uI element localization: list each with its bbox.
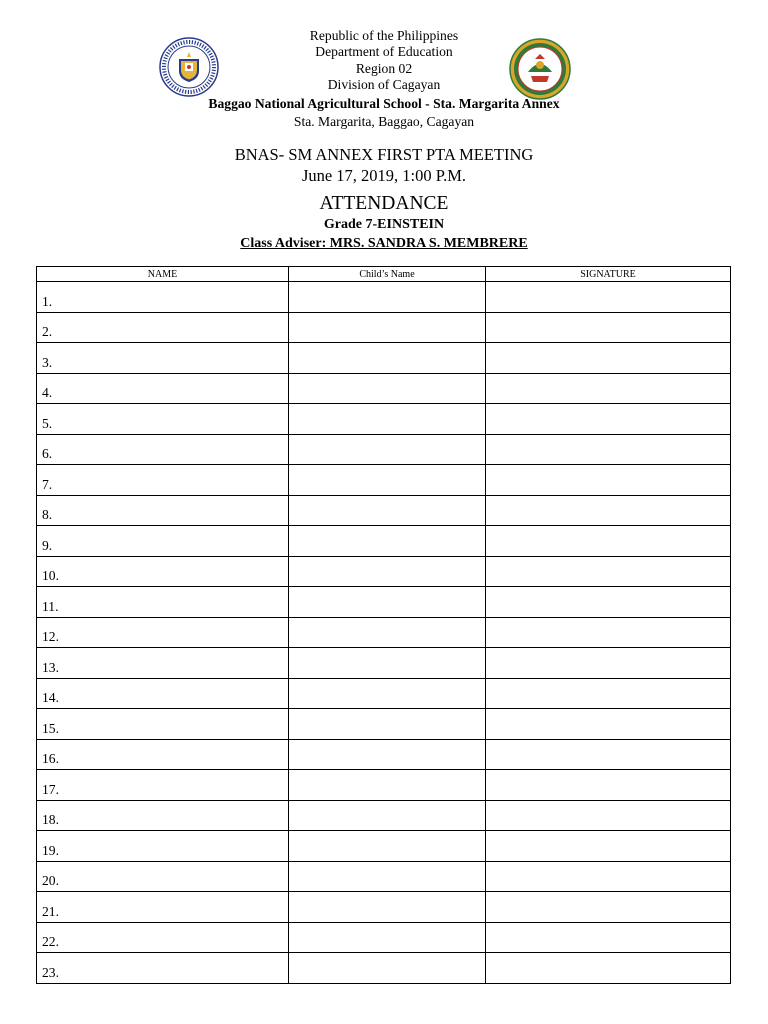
row-number: 15. (42, 720, 59, 736)
table-row (37, 892, 731, 923)
childs-name-cell[interactable] (289, 892, 486, 923)
childs-name-cell[interactable] (289, 526, 486, 557)
signature-cell[interactable] (486, 892, 731, 923)
signature-cell[interactable] (486, 648, 731, 679)
attendance-table (36, 266, 731, 984)
meeting-datetime: June 17, 2019, 1:00 P.M. (301, 166, 467, 185)
childs-name-cell[interactable] (289, 587, 486, 618)
name-cell[interactable] (37, 739, 289, 770)
childs-name-cell[interactable] (289, 922, 486, 953)
name-cell[interactable] (37, 434, 289, 465)
row-number: 4. (42, 385, 53, 400)
meeting-title: BNAS- SM ANNEX FIRST PTA MEETING (234, 145, 534, 164)
name-cell[interactable] (37, 861, 289, 892)
signature-cell[interactable] (486, 770, 731, 801)
childs-name-cell[interactable] (289, 648, 486, 679)
table-row (37, 434, 731, 465)
childs-name-cell[interactable] (289, 556, 486, 587)
name-cell[interactable] (37, 343, 289, 374)
signature-cell[interactable] (486, 312, 731, 343)
table-row (37, 922, 731, 953)
row-number: 17. (42, 781, 59, 797)
name-cell[interactable] (37, 465, 289, 496)
table-row (37, 831, 731, 862)
table-row (37, 709, 731, 740)
name-cell[interactable] (37, 373, 289, 404)
name-cell[interactable] (37, 770, 289, 801)
childs-name-cell[interactable] (289, 312, 486, 343)
table-row (37, 617, 731, 648)
name-cell[interactable] (37, 800, 289, 831)
childs-name-cell[interactable] (289, 800, 486, 831)
row-number: 14. (42, 690, 59, 705)
name-cell[interactable] (37, 282, 289, 313)
row-number: 23. (42, 964, 59, 980)
row-number: 1. (42, 293, 53, 309)
table-row (37, 495, 731, 526)
name-cell[interactable] (37, 587, 289, 618)
row-number: 22. (42, 934, 59, 949)
school-address: Sta. Margarita, Baggao, Cagayan (293, 114, 475, 129)
name-cell[interactable] (37, 709, 289, 740)
childs-name-cell[interactable] (289, 953, 486, 984)
table-row (37, 861, 731, 892)
name-cell[interactable] (37, 678, 289, 709)
row-number: 12. (42, 629, 59, 644)
signature-cell[interactable] (486, 526, 731, 557)
row-number: 10. (42, 568, 59, 583)
signature-cell[interactable] (486, 434, 731, 465)
row-number: 18. (42, 812, 59, 827)
signature-cell[interactable] (486, 587, 731, 618)
signature-cell[interactable] (486, 861, 731, 892)
signature-cell[interactable] (486, 678, 731, 709)
table-row (37, 373, 731, 404)
table-header-row (37, 267, 731, 282)
name-cell[interactable] (37, 526, 289, 557)
row-number: 21. (42, 903, 59, 919)
table-row (37, 648, 731, 679)
table-row (37, 465, 731, 496)
signature-cell[interactable] (486, 495, 731, 526)
signature-cell[interactable] (486, 922, 731, 953)
division-line: Division of Cagayan (327, 77, 441, 92)
childs-name-cell[interactable] (289, 434, 486, 465)
signature-cell[interactable] (486, 831, 731, 862)
signature-cell[interactable] (486, 465, 731, 496)
name-cell[interactable] (37, 831, 289, 862)
column-header-name: NAME (37, 267, 289, 282)
name-cell[interactable] (37, 953, 289, 984)
row-number: 11. (42, 598, 59, 614)
childs-name-cell[interactable] (289, 678, 486, 709)
grade-section: Grade 7-EINSTEIN (323, 217, 445, 232)
table-row (37, 343, 731, 374)
childs-name-cell[interactable] (289, 831, 486, 862)
table-row (37, 800, 731, 831)
column-header-signature: SIGNATURE (486, 267, 731, 282)
signature-cell[interactable] (486, 373, 731, 404)
childs-name-cell[interactable] (289, 495, 486, 526)
childs-name-cell[interactable] (289, 343, 486, 374)
name-cell[interactable] (37, 922, 289, 953)
table-row (37, 404, 731, 435)
row-number: 6. (42, 446, 53, 461)
row-number: 2. (42, 324, 53, 339)
column-header-childs-name: Child’s Name (289, 267, 486, 282)
signature-cell[interactable] (486, 800, 731, 831)
table-row (37, 770, 731, 801)
republic-line: Republic of the Philippines (309, 28, 459, 43)
signature-cell[interactable] (486, 739, 731, 770)
department-line: Department of Education (315, 44, 453, 59)
childs-name-cell[interactable] (289, 465, 486, 496)
region-line: Region 02 (355, 61, 413, 76)
row-number: 5. (42, 415, 53, 431)
signature-cell[interactable] (486, 617, 731, 648)
name-cell[interactable] (37, 892, 289, 923)
childs-name-cell[interactable] (289, 739, 486, 770)
childs-name-cell[interactable] (289, 282, 486, 313)
childs-name-cell[interactable] (289, 617, 486, 648)
row-number: 20. (42, 873, 59, 888)
childs-name-cell[interactable] (289, 373, 486, 404)
table-row (37, 312, 731, 343)
table-row (37, 526, 731, 557)
attendance-title: ATTENDANCE (319, 193, 449, 214)
name-cell[interactable] (37, 617, 289, 648)
table-row (37, 678, 731, 709)
table-row (37, 739, 731, 770)
table-row (37, 953, 731, 984)
class-adviser: Class Adviser: MRS. SANDRA S. MEMBRERE (240, 236, 528, 251)
table-row (37, 587, 731, 618)
row-number: 19. (42, 842, 59, 858)
signature-cell[interactable] (486, 556, 731, 587)
childs-name-cell[interactable] (289, 770, 486, 801)
table-row (37, 282, 731, 313)
name-cell[interactable] (37, 556, 289, 587)
row-number: 13. (42, 659, 59, 675)
signature-cell[interactable] (486, 404, 731, 435)
childs-name-cell[interactable] (289, 861, 486, 892)
name-cell[interactable] (37, 648, 289, 679)
signature-cell[interactable] (486, 953, 731, 984)
signature-cell[interactable] (486, 343, 731, 374)
signature-cell[interactable] (486, 709, 731, 740)
row-number: 9. (42, 537, 53, 553)
childs-name-cell[interactable] (289, 404, 486, 435)
row-number: 16. (42, 751, 59, 766)
signature-cell[interactable] (486, 282, 731, 313)
row-number: 8. (42, 507, 53, 522)
table-row (37, 556, 731, 587)
name-cell[interactable] (37, 312, 289, 343)
school-name: Baggao National Agricultural School - Sta. Margarita Annex (208, 96, 560, 111)
childs-name-cell[interactable] (289, 709, 486, 740)
row-number: 3. (42, 354, 53, 370)
name-cell[interactable] (37, 404, 289, 435)
row-number: 7. (42, 476, 53, 492)
name-cell[interactable] (37, 495, 289, 526)
